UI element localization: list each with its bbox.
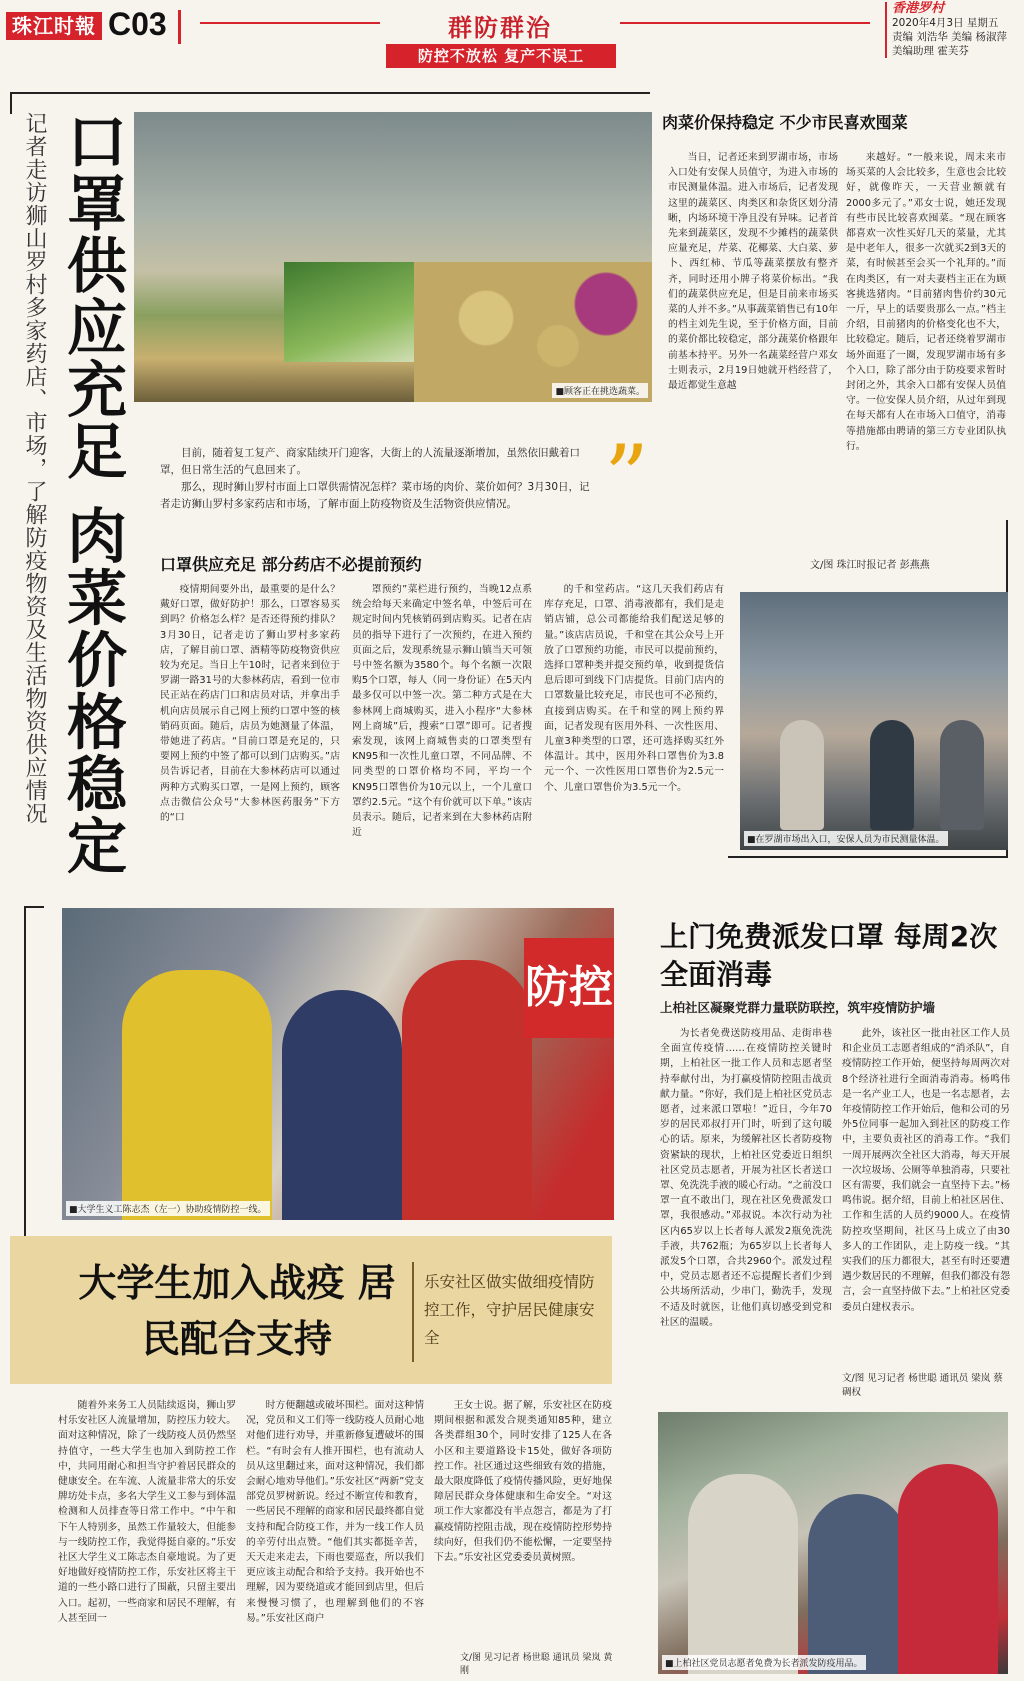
story-kicker: 记者走访狮山罗村多家药店、市场，了解防疫物资及生活物资供应情况 <box>22 112 47 825</box>
person-figure <box>122 970 272 1220</box>
photo-caption: ■大学生义工陈志杰（左一）协助疫情防控一线。 <box>66 1201 270 1216</box>
story-headline: 口罩供应充足 肉菜价格稳定 <box>57 110 127 877</box>
photo-caption: ■上柏社区党员志愿者免费为长者派发防疫用品。 <box>662 1655 866 1670</box>
person-figure <box>898 1464 998 1674</box>
page-info <box>885 2 1020 58</box>
article-column: 随着外来务工人员陆续返岗，狮山罗村乐安社区人流量增加，防控压力较大。面对这种情况，除了一线防疫人员仍然坚持值守，一些大学生也加入到防控工作中，共同用耐心和担当守护着居民群众的健康安全。在车流、人流量非常大的乐安牌坊处卡点，多名大学生义工参与到体温检测和人员排查等日常工作中。“中午和下午人特别多，虽然工作量较大，但能参与一线防控工作，我觉得挺自豪的。”乐安社区大学生义工陈志杰自豪地说。为了更好地做好疫情防控工作，乐安社区将主干道的一些小路口进行了围蔽，只留主要出入口。起初，一些商家和居民不理解，有人甚至回一 <box>58 1400 236 1624</box>
frame-line <box>24 906 26 1236</box>
article-column: 罩预约”菜栏进行预约，当晚12点系统会给每天来确定中签名单，中签后可在规定时间内凭核销码到店购买。记者在店员的指导下进行了一次预约，在进入预约页面之后，发现系统显示狮山镇当天可领号中签名额为3580个。每个名额一次限购5个口罩，每人（同一身份证）在5天内最多仅可以中签一次。第二种方式是在大参林网上商城购买，进入小程序“大参林网上商城”后，搜索“口罩”即可。记者搜索发现，该网上商城售卖的口罩类型有KN95和一次性儿童口罩，不同品牌、不同类型的口罩价格均不同，平均一个KN95口罩售价为10元以上，一个儿童口罩约2.5元。“这个有价就可以下单。”该店员表示。随后，记者来到在大参林药店附近 <box>352 584 532 839</box>
article-column: 为长者免费送防疫用品、走街串巷全面宣传疫情……在疫情防控关键时期，上柏社区一批工作人员和志愿者坚持奉献付出，为打赢疫情防控阻击战贡献力量。“你好，我们是上柏社区党员志愿者，过来派口罩啦！”近日，今年70岁的居民邓叔打开门时，听到了这句暖心的话。原来，为缓解社区长者防疫物资紧缺的现状，上柏社区党委近日组织社区党员志愿者，开展为社区长者送口罩、免洗洗手液的暖心行动。“之前没口罩一直不敢出门，现在社区免费派发口罩，我很感动。”邓叔说。本次行动为社区内65岁以上长者每人派发2瓶免洗洗手液，共762瓶；为65岁以上长者每人派发5个口罩，合共2960个。派发过程中，党员志愿者还不忘提醒长者们少到公共场所活动，少串门，勤洗手，发现不适及时就医，让他们真切感受到党和社区的温暖。 <box>660 1028 832 1328</box>
brand-name: 香港罗村 <box>892 1 945 16</box>
article-column: 的千和堂药店。“这几天我们药店有库存充足，口罩、消毒液都有，我们是走销店铺，总公司都能给我们配送足够的量。”该店店员说，千和堂在其公众号上开放了口罩预约功能，市民可以提前预约，选择口罩种类并提交预约单，收到提货信息后即可到线下门店提货。目前门店内的口罩数量比较充足，市民也可不必预约，直接到店购买。在千和堂的网上预约界面，记者发现有医用外科、一次性医用、儿童3种类型的口罩，还可选择购买红外体温计。其中，医用外科口罩售价为3.8元一个、一次性医用口罩售价为2.5元一个、儿童口罩售价为3.5元一个。 <box>544 584 724 793</box>
banner-sign: 防控 <box>524 938 614 1038</box>
article-column: 当日，记者还来到罗湖市场，市场入口处有安保人员值守，为进入市场的市民测量体温。进入市场后，记者发现这里的蔬菜区、肉类区和杂货区划分清晰，内场环境干净且没有异味。记者首先来到蔬菜区，发现不少摊档的蔬菜供应量充足，芹菜、花椰菜、大白菜、萝卜、西红柿、节瓜等蔬菜摆放有整齐齐，同时还用小牌子将菜价标出。“我们的蔬菜供应充足，但是目前来市场买菜的人并不多。”从事蔬菜销售已有10年的档主刘先生说，至于价格方面，目前的菜价都比较稳定，部分蔬菜价格跟年前基本持平。另外一名蔬菜经营户邓女士则表示，2月19日她就开档经营了，最近都觉生意越 <box>668 152 838 392</box>
person-figure <box>870 720 914 830</box>
photo-caption: ■顾客正在挑选蔬菜。 <box>552 383 648 398</box>
person-figure <box>688 1474 798 1674</box>
issue-date: 2020年4月3日 星期五 <box>892 17 999 29</box>
photo-caption: ■在罗湖市场出入口，安保人员为市民测量体温。 <box>744 831 948 846</box>
person-figure <box>808 1494 908 1674</box>
frame-line <box>24 906 44 908</box>
section-title: 群防群治 <box>448 14 552 42</box>
frame-line <box>10 92 12 114</box>
market-photo <box>134 112 652 402</box>
person-figure <box>402 960 532 1220</box>
article-column: 疫情期间要外出，最重要的是什么？戴好口罩，做好防护！那么，口罩容易买到吗？价格怎么样？是否还得预约排队？3月30日，记者走访了狮山罗村多家药店，了解目前口罩、酒精等防疫物资供应较为充足。当日上午10时，记者来到位于罗湖一路31号的大参林药店，看到一位市民正站在药店门口和店员对话，并拿出手机向店员展示自己网上预约口罩中签的核销码页面。随后，店员为她测量了体温，带她进了药店。“目前口罩是充足的，只要网上预约中签了都可以到门店购买。”店员告诉记者，目前在大参林药店可以通过两种方式购买口罩，一是网上预约，顾客点击微信公众号“大参林医药服务”下方的“口 <box>160 584 340 824</box>
lead-p1: 目前，随着复工复产、商家陆续开门迎客，大街上的人流量逐渐增加，虽然依旧戴着口罩，但日常生活的气息回来了。 <box>160 447 580 476</box>
section-subtitle: 防控不放松 复产不误工 <box>386 44 616 68</box>
article-column: 王女士说。据了解，乐安社区在防疫期间根据和派发合规类通知85种，建立各类群组30个，同时安排了125人在各小区和主要道路设卡15处，做好各项防控工作。社区通过这些细致有效的措施，最大限度降低了疫情传播风险，更好地保障居民群众身体健康和生命安全。“对这项工作大家都没有半点怨言，都是为了打赢疫情防控阻击战，现在疫情防控形势持续向好，但我们仍不能松懈，一定要坚持下去。”乐安社区党委委员黄树照。 <box>434 1400 612 1564</box>
byline: 文/图 见习记者 杨世聪 通讯员 梁岚 蔡碉权 <box>842 1373 1003 1398</box>
article-column: 此外，该社区一批由社区工作人员和企业员工志愿者组成的“消杀队”，自疫情防控工作开始，便坚持每周两次对8个经济社进行全面消毒消毒。杨鸣伟是一名产业工人，也是一名志愿者，去年疫情防控工作开始后，他和公司的另外5位同事一起加入到社区的防疫工作中，主要负责社区的消毒工作。“我们一周开展两次全社区大消毒，每天开展一次垃圾场、公厕等单独消毒，只要社区有需要，我们就会一直坚持下去。”杨鸣伟说。据介绍，目前上柏社区居住、工作和生活的人员约9000人。在疫情防控攻坚期间，社区马上成立了由30多人的工作团队，走上防疫一线。“其实我们的压力都很大，甚至有时还要遭遇少数居民的不理解，但我们都没有怨言，会一直坚持做下去。”上柏社区党委委员白建权表示。 <box>842 1028 1010 1313</box>
subheadline-masks: 口罩供应充足 部分药店不必提前预约 <box>160 555 422 574</box>
volunteer-photo <box>62 908 614 1220</box>
story-deck: 上柏社区凝聚党群力量联防联控，筑牢疫情防护墙 <box>660 1000 936 1015</box>
divider <box>178 10 181 44</box>
potatoes-image <box>414 262 652 402</box>
page-number: C03 <box>108 6 167 42</box>
market-entrance-photo <box>740 592 1008 850</box>
frame-line <box>10 92 650 94</box>
assistant-credit: 美编助理 霍芙芬 <box>892 45 969 57</box>
person-figure <box>282 990 402 1220</box>
subheadline-market: 肉菜价保持稳定 不少市民喜欢囤菜 <box>662 113 908 132</box>
story-headline: 上门免费派发口罩 每周2次全面消毒 <box>660 920 998 991</box>
newspaper-logo: 珠江时報 <box>6 12 102 40</box>
lead-p2: 那么，现时狮山罗村市面上口罩供需情况怎样？菜市场的肉价、菜价如何？3月30日，记者走访狮山罗村多家药店和市场，了解市面上防疫物资及生活物资供应情况。 <box>160 481 590 510</box>
person-figure <box>940 720 984 830</box>
frame-line <box>728 856 1008 858</box>
article-column: 来越好。“一般来说，周末来市场买菜的人会比较多，生意也会比较好，就像昨天，一天营业额就有2000多元了。”邓女士说，她还发现有些市民比较喜欢囤菜。“现在顾客都喜欢一次性买好几天的菜量，尤其是中老年人，很多一次就买2到3天的菜，有时候甚至会买一个礼拜的。”而在肉类区，有一对夫妻档主正在为顾客挑选猪肉。“目前猪肉售价约30元一斤，早上的话要贵那么一点。”档主介绍，目前猪肉的价格变化也不大，比较稳定。随后，记者还绕着罗湖市场外面逛了一圈，发现罗湖市场有多个入口，除了部分由于防疫要求暂时封闭之外，其余入口都有安保人员值守。一位安保人员介绍，从过年到现在每天都有人在市场入口值守，消毒等措施都由聘请的第三方专业团队执行。 <box>846 152 1006 452</box>
lead-paragraph <box>160 445 600 513</box>
byline: 文/图 见习记者 杨世聪 通讯员 梁岚 黄刚 <box>460 1653 613 1676</box>
banner-subheadline: 乐安社区做实做细疫情防控工作，守护居民健康安全 <box>424 1273 595 1347</box>
person-figure <box>780 720 824 830</box>
divider <box>620 22 870 24</box>
byline: 文/图 珠江时报记者 彭燕燕 <box>810 560 930 571</box>
article-column: 时方便翻越或破坏围栏。面对这种情况，党员和义工们等一线防疫人员耐心地对他们进行劝导，并重新修复遭破坏的围栏。“有时会有人推开围栏，也有流动人员从这里翻过来，面对这种情况，我们都会耐心地劝导他们。”乐安社区“两新”党支部党员罗树新说。经过不断宣传和教育，一些居民不理解的商家和居民最终都自觉支持和配合防疫工作，并为一线工作人员的辛劳付出点赞。“他们其实都挺辛苦，天天走来走去，下雨也要巡查，所以我们更应该主动配合和给予支持。我开始也不理解，因为要绕道或才能回到店里，但后来慢慢习惯了，也理解到他们的不容易。”乐安社区商户 <box>246 1400 424 1624</box>
volunteer-distribution-photo <box>658 1412 1008 1674</box>
quote-mark-icon: ” <box>604 426 649 529</box>
editor-credit: 责编 刘浩华 美编 杨淑萍 <box>892 31 1008 43</box>
banner-headline: 大学生加入战疫 居民配合支持 <box>78 1260 396 1361</box>
divider <box>200 22 380 24</box>
divider <box>412 1262 414 1362</box>
masthead <box>0 0 1024 70</box>
